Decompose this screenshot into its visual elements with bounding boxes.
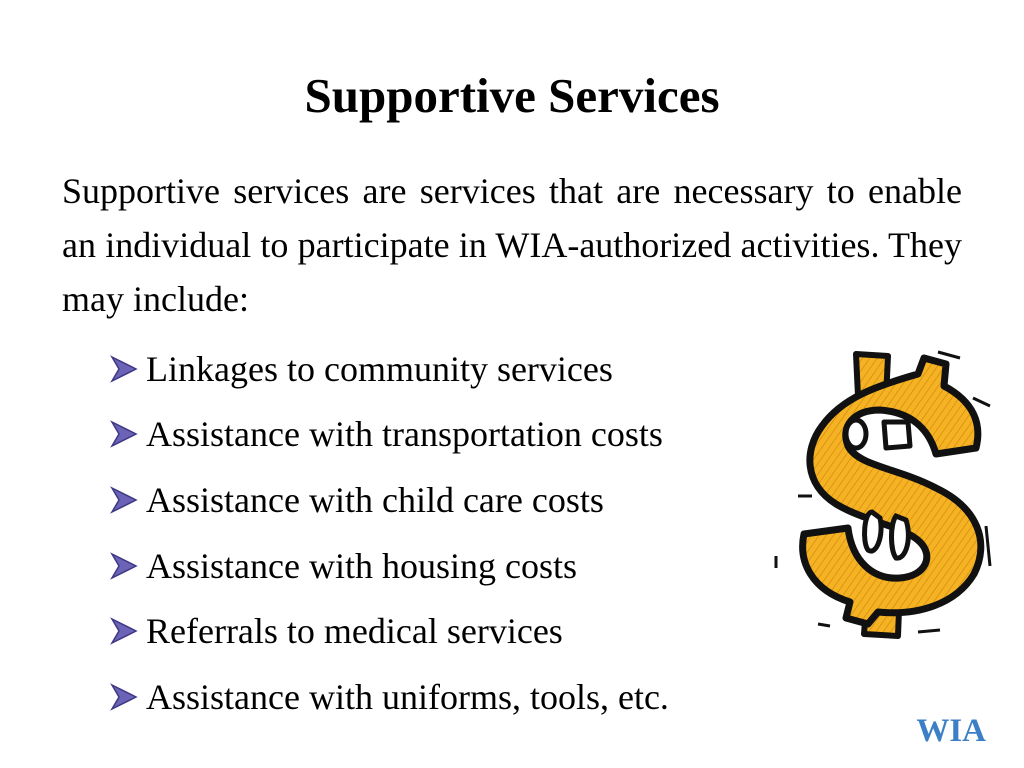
bullet-item bbox=[108, 402, 669, 468]
bullet-text: Referrals to medical services bbox=[146, 611, 563, 652]
bullet-text: Assistance with transportation costs bbox=[146, 414, 663, 455]
bullet-item bbox=[108, 598, 669, 664]
bullet-text: Assistance with uniforms, tools, etc. bbox=[146, 676, 669, 717]
bullet-list bbox=[108, 336, 669, 730]
bullet-item bbox=[108, 664, 669, 730]
bullet-item bbox=[108, 467, 669, 533]
bullet-text: Assistance with child care costs bbox=[146, 479, 604, 520]
bullet-text: Assistance with housing costs bbox=[146, 545, 577, 586]
arrow-bullet-icon bbox=[108, 419, 146, 449]
bullet-item bbox=[108, 336, 669, 402]
arrow-bullet-icon bbox=[108, 551, 146, 581]
intro-paragraph: Supportive services are services that are necessary to enable an individual to participate in WIA-authorized activities. They may include: bbox=[62, 171, 962, 319]
footer-label-wia: WIA bbox=[916, 713, 986, 749]
arrow-bullet-icon bbox=[108, 485, 146, 515]
arrow-bullet-icon bbox=[108, 616, 146, 646]
arrow-bullet-icon bbox=[108, 682, 146, 712]
bullet-text: Linkages to community services bbox=[146, 348, 613, 389]
slide-title: Supportive Services bbox=[304, 68, 720, 123]
arrow-bullet-icon bbox=[108, 354, 146, 384]
bullet-item bbox=[108, 533, 669, 599]
dollar-sign-icon bbox=[768, 346, 998, 646]
